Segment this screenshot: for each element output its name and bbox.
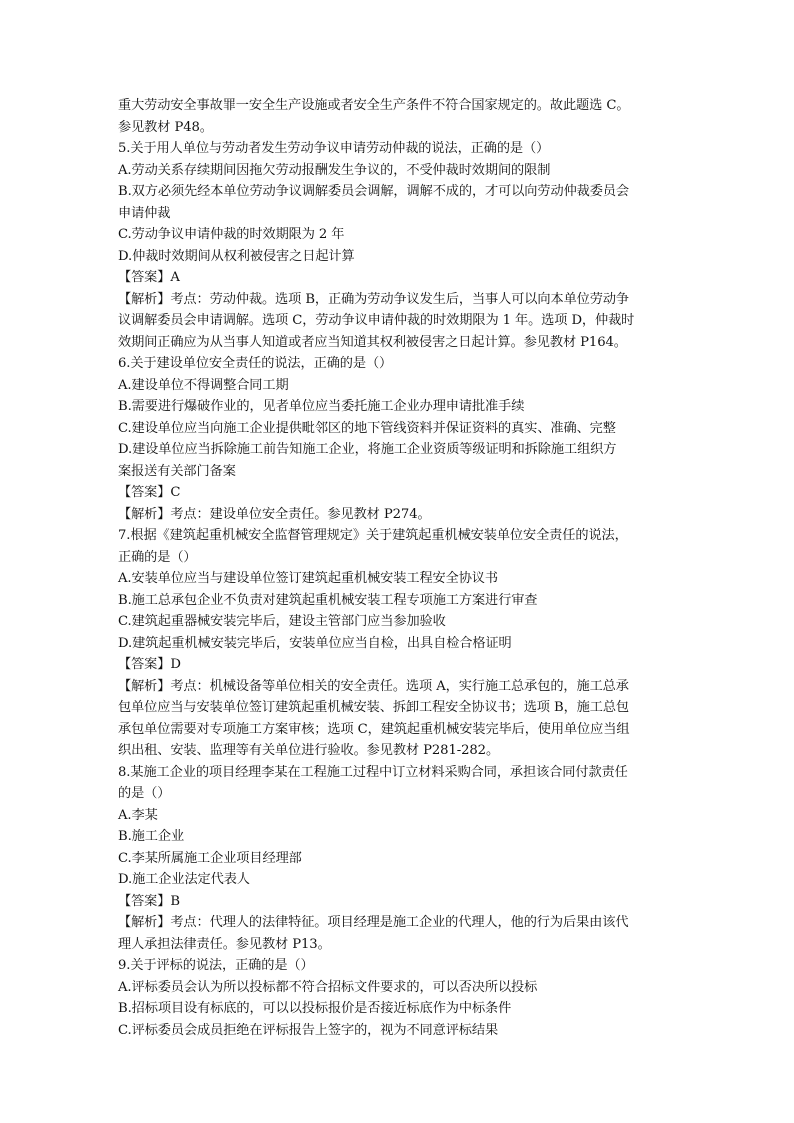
question-7-option-a: A.安装单位应当与建设单位签订建筑起重机械安装工程安全协议书 [118,571,498,586]
question-8-option-c: C.李某所属施工企业项目经理部 [118,850,302,866]
question-6-stem: 6.关于建设单位安全责任的说法，正确的是（） [118,356,393,371]
question-7-analysis-cont: 承包单位需要对专项施工方案审核；选项 C，建筑起重机械安装完毕后，使用单位应当组 [118,721,630,737]
question-8-stem-cont: 的是（） [118,786,171,801]
question-5-answer: 【答案】A [118,270,180,285]
question-8-option-b: B.施工企业 [118,829,185,844]
question-6-option-d-cont: 案报送有关部门备案 [118,463,236,479]
question-7-answer: 【答案】D [118,657,181,672]
question-9-option-a: A.评标委员会认为所以投标都不符合招标文件要求的，可以否决所以投标 [118,979,538,995]
question-7-analysis: 【解析】考点：机械设备等单位相关的安全责任。选项 A，实行施工总承包的，施工总承 [118,678,629,694]
question-8-analysis: 【解析】考点：代理人的法律特征。项目经理是施工企业的代理人，他的行为后果由该代 [118,915,629,930]
question-6-analysis: 【解析】考点：建设单位安全责任。参见教材 P274。 [118,506,431,522]
question-6-option-c: C.建设单位应当向施工企业提供毗邻区的地下管线资料并保证资料的真实、准确、完整 [118,420,616,436]
question-8-option-d: D.施工企业法定代表人 [118,872,250,887]
question-5-option-b-cont: 申请仲裁 [118,205,171,221]
question-5-stem: 5.关于用人单位与劳动者发生劳动争议申请劳动仲裁的说法，正确的是（） [118,141,550,156]
question-5-option-b: B.双方必须先经本单位劳动争议调解委员会调解，调解不成的，才可以向劳动仲裁委员会 [118,184,630,199]
question-7-analysis-cont: 织出租、安装、监理等有关单位进行验收。参见教材 P281-282。 [118,743,500,758]
question-9-option-c: C.评标委员会成员拒绝在评标报告上签字的，视为不同意评标结果 [118,1022,499,1038]
question-5-analysis: 【解析】考点：劳动仲裁。选项 B，正确为劳动争议发生后，当事人可以向本单位劳动争 [118,291,630,307]
question-7-stem-cont: 正确的是（） [118,549,197,565]
question-5-analysis-cont: 效期间正确应为从当事人知道或者应当知道其权利被侵害之日起计算。参见教材 P164。 [118,334,627,350]
question-7-analysis-cont: 包单位应当与安装单位签订建筑起重机械安装、拆卸工程安全协议书；选项 B，施工总包 [118,700,630,715]
question-6-option-b: B.需要进行爆破作业的，见者单位应当委托施工企业办理申请批准手续 [118,399,525,414]
question-7-option-b: B.施工总承包企业不负责对建筑起重机械安装工程专项施工方案进行审查 [118,592,538,608]
question-8-analysis-cont: 理人承担法律责任。参见教材 P13。 [118,936,331,952]
question-6-option-d: D.建设单位应当拆除施工前告知施工企业，将施工企业资质等级证明和拆除施工组织方 [118,442,617,457]
text-line: 参见教材 P48。 [118,119,213,135]
question-9-stem: 9.关于评标的说法，正确的是（） [118,958,314,973]
question-6-option-a: A.建设单位不得调整合同工期 [118,377,289,393]
question-6-answer: 【答案】C [118,485,181,500]
question-9-option-b: B.招标项目设有标底的，可以以投标报价是否接近标底作为中标条件 [118,1001,512,1016]
question-5-option-d: D.仲裁时效期间从权利被侵害之日起计算 [118,248,355,264]
question-7-stem: 7.根据《建筑起重机械安全监督管理规定》关于建筑起重机械安装单位安全责任的说法， [118,528,628,543]
question-5-option-a: A.劳动关系存续期间因拖欠劳动报酬发生争议的，不受仲裁时效期间的限制 [118,162,551,178]
question-5-analysis-cont: 议调解委员会申请调解。选项 C，劳动争议申请仲裁的时效期限为 1 年。选项 D，仲裁时 [118,313,635,328]
question-7-option-c: C.建筑起重器械安装完毕后，建设主管部门应当参加验收 [118,614,446,629]
document-body [118,95,678,1041]
question-8-stem: 8.某施工企业的项目经理李某在工程施工过程中订立材料采购合同，承担该合同付款责任 [118,764,628,780]
question-8-answer: 【答案】B [118,893,180,909]
text-line: 重大劳动安全事故罪一安全生产设施或者安全生产条件不符合国家规定的。故此题选 C。 [118,98,630,113]
question-5-option-c: C.劳动争议申请仲裁的时效期限为 2 年 [118,227,345,242]
question-8-option-a: A.李某 [118,807,158,823]
question-7-option-d: D.建筑起重机械安装完毕后，安装单位应当自检，出具自检合格证明 [118,635,512,651]
